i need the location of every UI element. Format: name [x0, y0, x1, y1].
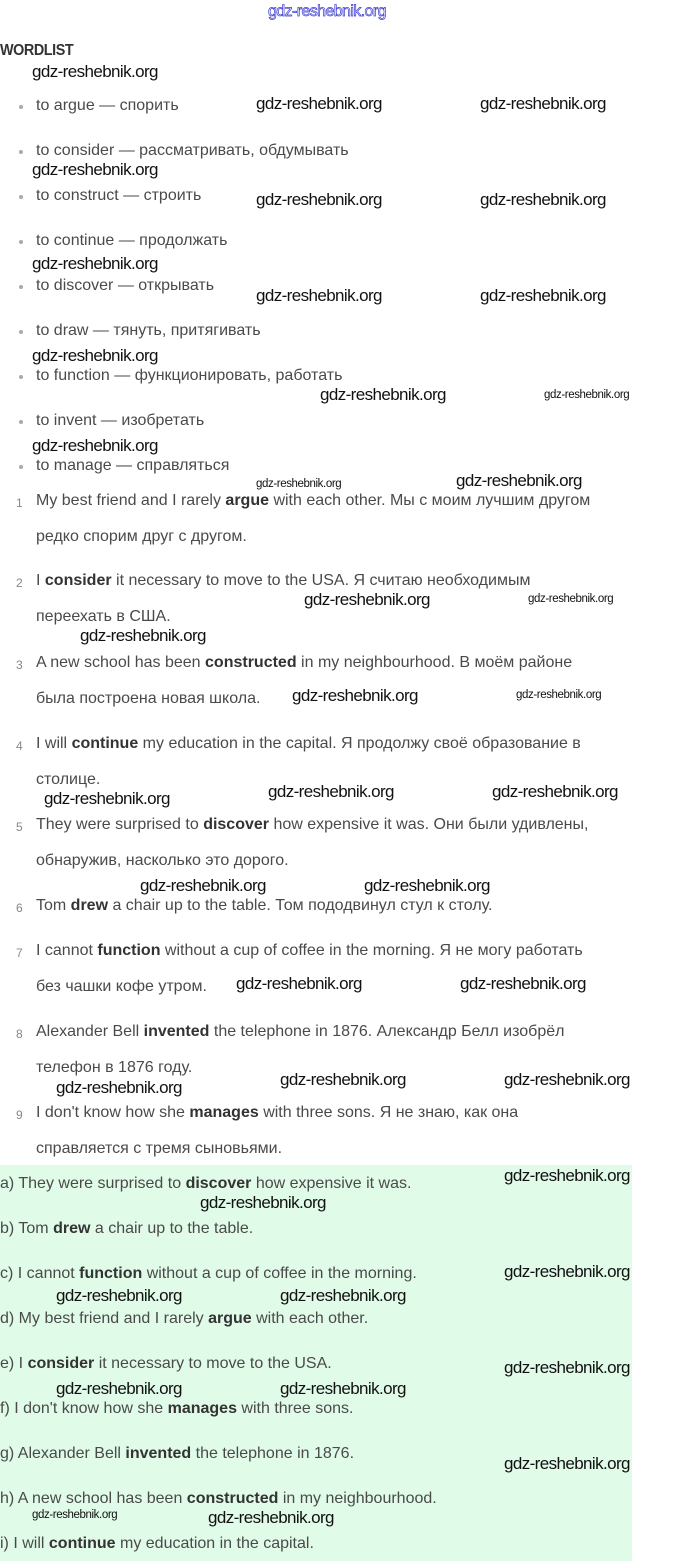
wordlist-item: [36, 366, 342, 386]
sentence-text: I will: [36, 735, 72, 752]
watermark: gdz-reshebnik.org: [256, 286, 382, 305]
answer-text: a chair up to the table.: [90, 1220, 254, 1237]
watermark: gdz-reshebnik.org: [44, 789, 170, 808]
watermark: gdz-reshebnik.org: [280, 1379, 406, 1398]
wordlist-item: [36, 141, 349, 161]
wordlist-title: WORDLIST: [0, 42, 74, 59]
watermark: gdz-reshebnik.org: [32, 346, 158, 365]
answer-text: b) Tom: [0, 1220, 54, 1237]
watermark: gdz-reshebnik.org: [32, 62, 158, 81]
watermark: gdz-reshebnik.org: [504, 1166, 630, 1185]
answer-keyword: manages: [167, 1400, 237, 1417]
sentence-item: [16, 896, 493, 916]
answer-text: in my neighbourhood.: [278, 1490, 437, 1507]
wordlist-item: [36, 456, 229, 476]
answer-text: my education in the capital.: [115, 1535, 314, 1552]
answer-item: [0, 1444, 354, 1464]
watermark: gdz-reshebnik.org: [504, 1454, 630, 1473]
watermark: gdz-reshebnik.org: [304, 590, 430, 609]
wordlist-item-text: to continue — продолжать: [36, 232, 228, 249]
watermark: gdz-reshebnik.org: [280, 1286, 406, 1305]
sentence-item: [16, 1103, 519, 1123]
sentence-item: [16, 734, 581, 754]
watermark: gdz-reshebnik.org: [504, 1262, 630, 1281]
watermark: gdz-reshebnik.org: [504, 1070, 630, 1089]
bullet-icon: [19, 420, 23, 424]
sentence-number: 8: [16, 1027, 23, 1041]
watermark: gdz-reshebnik.org: [320, 385, 446, 404]
sentence-keyword: function: [97, 942, 161, 959]
watermark: gdz-reshebnik.org: [256, 190, 382, 209]
wordlist-item: [36, 231, 227, 251]
watermark: gdz-reshebnik.org: [480, 190, 606, 209]
watermark: gdz-reshebnik.org: [364, 876, 490, 895]
wordlist-item-text: to discover — открывать: [36, 277, 215, 294]
watermark: gdz-reshebnik.org: [480, 94, 606, 113]
answer-text: it necessary to move to the USA.: [94, 1355, 332, 1372]
sentence-text: how expensive it was. Они были удивлены,: [269, 816, 589, 833]
watermark: gdz-reshebnik.org: [544, 389, 630, 401]
answer-text: without a cup of coffee in the morning.: [142, 1265, 417, 1282]
answer-keyword: function: [79, 1265, 143, 1282]
answer-text: g) Alexander Bell: [0, 1445, 126, 1462]
sentence-text: They were surprised to: [36, 816, 204, 833]
sentence-number: 9: [16, 1108, 23, 1122]
bullet-icon: [19, 195, 23, 199]
sentence-keyword: continue: [71, 735, 139, 752]
sentence-item: [16, 815, 589, 835]
sentence-number: 2: [16, 576, 23, 590]
sentence-keyword: invented: [143, 1023, 210, 1040]
sentence-text: my education in the capital. Я продолжу своё образование в: [138, 735, 581, 752]
sentence-number: 5: [16, 820, 23, 834]
watermark: gdz-reshebnik.org: [256, 478, 342, 490]
wordlist-item: [36, 186, 201, 206]
answer-keyword: discover: [185, 1175, 252, 1192]
answer-text: with three sons.: [236, 1400, 354, 1417]
wordlist-item: [36, 276, 214, 296]
sentence-text: in my neighbourhood. В моём районе: [296, 654, 573, 671]
answer-keyword: continue: [48, 1535, 116, 1552]
watermark: gdz-reshebnik.org: [256, 94, 382, 113]
sentence-number: 4: [16, 739, 23, 753]
watermark: gdz-reshebnik.org: [32, 160, 158, 179]
answer-keyword: invented: [125, 1445, 192, 1462]
watermark: gdz-reshebnik.org: [268, 3, 386, 20]
answer-text: the telephone in 1876.: [191, 1445, 355, 1462]
bullet-icon: [19, 105, 23, 109]
answer-item: [0, 1354, 332, 1374]
sentence-text: My best friend and I rarely: [36, 492, 226, 509]
wordlist-item-text: to draw — тянуть, притягивать: [36, 322, 261, 339]
bullet-icon: [19, 240, 23, 244]
bullet-icon: [19, 375, 23, 379]
wordlist-item-text: to consider — рассматривать, обдумывать: [36, 142, 349, 159]
sentence-continuation: была построена новая школа.: [36, 690, 261, 707]
answer-text: c) I cannot: [0, 1265, 80, 1282]
watermark: gdz-reshebnik.org: [268, 782, 394, 801]
bullet-icon: [19, 330, 23, 334]
sentence-item: [16, 941, 583, 961]
sentence-text: a chair up to the table. Том пододвинул стул к столу.: [108, 897, 493, 914]
watermark: gdz-reshebnik.org: [56, 1379, 182, 1398]
answer-text: h) A new school has been: [0, 1490, 187, 1507]
wordlist-item: [36, 411, 204, 431]
sentence-text: Tom: [36, 897, 71, 914]
answer-item: [0, 1489, 437, 1509]
bullet-icon: [19, 465, 23, 469]
sentence-keyword: consider: [44, 572, 112, 589]
bullet-icon: [19, 285, 23, 289]
watermark: gdz-reshebnik.org: [236, 974, 362, 993]
sentence-continuation: обнаружив, насколько это дорого.: [36, 852, 289, 869]
sentence-continuation: телефон в 1876 году.: [36, 1059, 193, 1076]
sentence-continuation: без чашки кофе утром.: [36, 978, 207, 995]
answer-text: i) I will: [0, 1535, 49, 1552]
wordlist-item-text: to construct — строить: [36, 187, 202, 204]
watermark: gdz-reshebnik.org: [528, 593, 614, 605]
sentence-text: I cannot: [36, 942, 98, 959]
sentence-keyword: constructed: [205, 654, 297, 671]
sentence-continuation: столице.: [36, 771, 101, 788]
sentence-continuation: справляется с тремя сыновьями.: [36, 1140, 283, 1157]
watermark: gdz-reshebnik.org: [32, 1509, 118, 1521]
sentence-number: 1: [16, 496, 23, 510]
sentence-number: 7: [16, 946, 23, 960]
watermark: gdz-reshebnik.org: [56, 1286, 182, 1305]
watermark: gdz-reshebnik.org: [516, 689, 602, 701]
answer-keyword: drew: [53, 1220, 91, 1237]
sentence-text: I don't know how she: [36, 1104, 190, 1121]
sentence-item: [16, 1022, 565, 1042]
sentence-number: 3: [16, 658, 23, 672]
watermark: gdz-reshebnik.org: [492, 782, 618, 801]
answer-item: [0, 1534, 314, 1554]
sentence-keyword: argue: [225, 492, 269, 509]
wordlist-item-text: to manage — справляться: [36, 457, 230, 474]
watermark: gdz-reshebnik.org: [460, 974, 586, 993]
answer-text: e) I: [0, 1355, 28, 1372]
sentence-text: I: [36, 572, 45, 589]
answer-item: [0, 1399, 353, 1419]
answer-item: [0, 1219, 253, 1239]
watermark: gdz-reshebnik.org: [200, 1193, 326, 1212]
sentence-item: [16, 571, 531, 591]
watermark: gdz-reshebnik.org: [32, 254, 158, 273]
watermark: gdz-reshebnik.org: [504, 1358, 630, 1377]
answer-item: [0, 1309, 368, 1329]
sentence-number: 6: [16, 901, 23, 915]
watermark: gdz-reshebnik.org: [80, 626, 206, 645]
answer-text: f) I don't know how she: [0, 1400, 168, 1417]
sentence-text: A new school has been: [36, 654, 206, 671]
wordlist-item-text: to invent — изобретать: [36, 412, 205, 429]
answer-keyword: constructed: [186, 1490, 279, 1507]
wordlist-item: [36, 96, 179, 116]
wordlist-item-text: to function — функционировать, работать: [36, 367, 343, 384]
sentence-text: with each other. Мы с моим лучшим другом: [269, 492, 591, 509]
sentence-text: with three sons. Я не знаю, как она: [258, 1104, 519, 1121]
sentence-keyword: discover: [203, 816, 269, 833]
answer-item: [0, 1174, 411, 1194]
answer-text: a) They were surprised to: [0, 1175, 186, 1192]
sentence-text: it necessary to move to the USA. Я считаю необходимым: [111, 572, 531, 589]
watermark: gdz-reshebnik.org: [456, 471, 582, 490]
watermark: gdz-reshebnik.org: [56, 1078, 182, 1097]
bullet-icon: [19, 150, 23, 154]
answer-text: how expensive it was.: [251, 1175, 412, 1192]
answer-keyword: argue: [208, 1310, 252, 1327]
watermark: gdz-reshebnik.org: [208, 1508, 334, 1527]
watermark: gdz-reshebnik.org: [280, 1070, 406, 1089]
watermark: gdz-reshebnik.org: [480, 286, 606, 305]
answer-text: with each other.: [251, 1310, 369, 1327]
sentence-continuation: редко спорим друг с другом.: [36, 528, 247, 545]
sentence-item: [16, 653, 573, 673]
answer-text: d) My best friend and I rarely: [0, 1310, 209, 1327]
answer-keyword: consider: [27, 1355, 95, 1372]
sentence-keyword: drew: [70, 897, 109, 914]
sentence-continuation: переехать в США.: [36, 608, 171, 625]
watermark: gdz-reshebnik.org: [32, 436, 158, 455]
watermark: gdz-reshebnik.org: [292, 686, 418, 705]
sentence-keyword: manages: [189, 1104, 259, 1121]
sentence-text: Alexander Bell: [36, 1023, 144, 1040]
wordlist-item-text: to argue — спорить: [36, 97, 179, 114]
watermark: gdz-reshebnik.org: [140, 876, 266, 895]
answer-item: [0, 1264, 417, 1284]
wordlist-item: [36, 321, 261, 341]
sentence-text: the telephone in 1876. Александр Белл изобрёл: [209, 1023, 565, 1040]
sentence-text: without a cup of coffee in the morning. Я не могу работать: [160, 942, 583, 959]
sentence-item: [16, 491, 591, 511]
